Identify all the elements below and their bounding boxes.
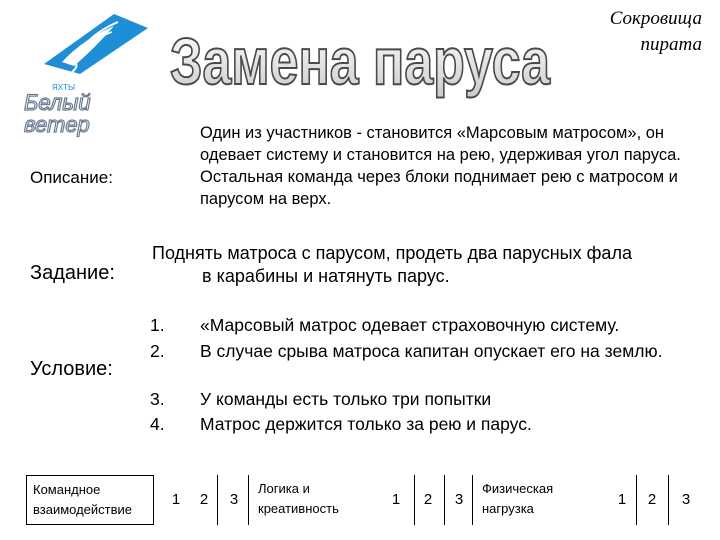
condition-text: У команды есть только три попытки — [200, 389, 492, 409]
condition-number: 2. — [150, 341, 165, 361]
scoring-table — [26, 475, 706, 525]
description-label: Описание: — [30, 168, 113, 187]
score-value: 1 — [391, 491, 401, 508]
divider — [414, 475, 415, 525]
condition-text: «Марсовый матрос одевает страховочную систему. — [200, 315, 620, 335]
page-title — [160, 6, 560, 106]
divider — [248, 475, 249, 525]
divider — [636, 475, 637, 525]
logo — [22, 6, 152, 136]
condition-number: 4. — [150, 414, 165, 434]
score-value: 3 — [229, 491, 239, 508]
logo-name-line1: Белый — [24, 90, 91, 115]
score-category-teamwork: Командное взаимодействие — [26, 475, 154, 525]
condition-text: Матрос держится только за рею и парус. — [200, 414, 532, 434]
score-value: 2 — [647, 491, 657, 508]
score-category-physical: Физическая нагрузка — [482, 481, 554, 516]
score-value: 3 — [681, 491, 691, 508]
logo-top-text: ЯХТЫ — [52, 83, 76, 92]
description-text: Один из участников - становится «Марсовым матросом», он одевает систему и становится на рею, удерживая угол паруса. Остальная команда через блоки поднимает рею с матросом и парусом на верх. — [200, 124, 681, 208]
score-value: 3 — [454, 491, 464, 508]
task-line1: Поднять матроса с парусом, продеть два парусных фала — [152, 243, 632, 263]
task-line2: в карабины и натянуть парус. — [202, 266, 450, 286]
score-value: 2 — [199, 491, 209, 508]
score-value: 1 — [171, 491, 181, 508]
corner-title-line1: Сокровища — [609, 8, 702, 29]
logo-name-line2: ветер — [24, 112, 90, 137]
divider — [668, 475, 669, 525]
divider — [444, 475, 445, 525]
task-text — [152, 242, 712, 288]
corner-title-line2: пирата — [640, 34, 702, 55]
page-title-text: Замена паруса — [170, 24, 552, 98]
corner-title — [560, 6, 710, 58]
score-value: 1 — [617, 491, 627, 508]
condition-number: 3. — [150, 389, 165, 409]
condition-text: В случае срыва матроса капитан опускает его на землю. — [200, 341, 663, 361]
condition-number: 1. — [150, 315, 165, 335]
sailboat-logo-icon — [22, 6, 152, 136]
score-category-logic: Логика и креативность — [258, 481, 339, 516]
divider — [217, 475, 218, 525]
task-label: Задание: — [30, 262, 115, 284]
score-value: 2 — [423, 491, 433, 508]
conditions-label: Условие: — [30, 358, 113, 380]
divider — [472, 475, 473, 525]
